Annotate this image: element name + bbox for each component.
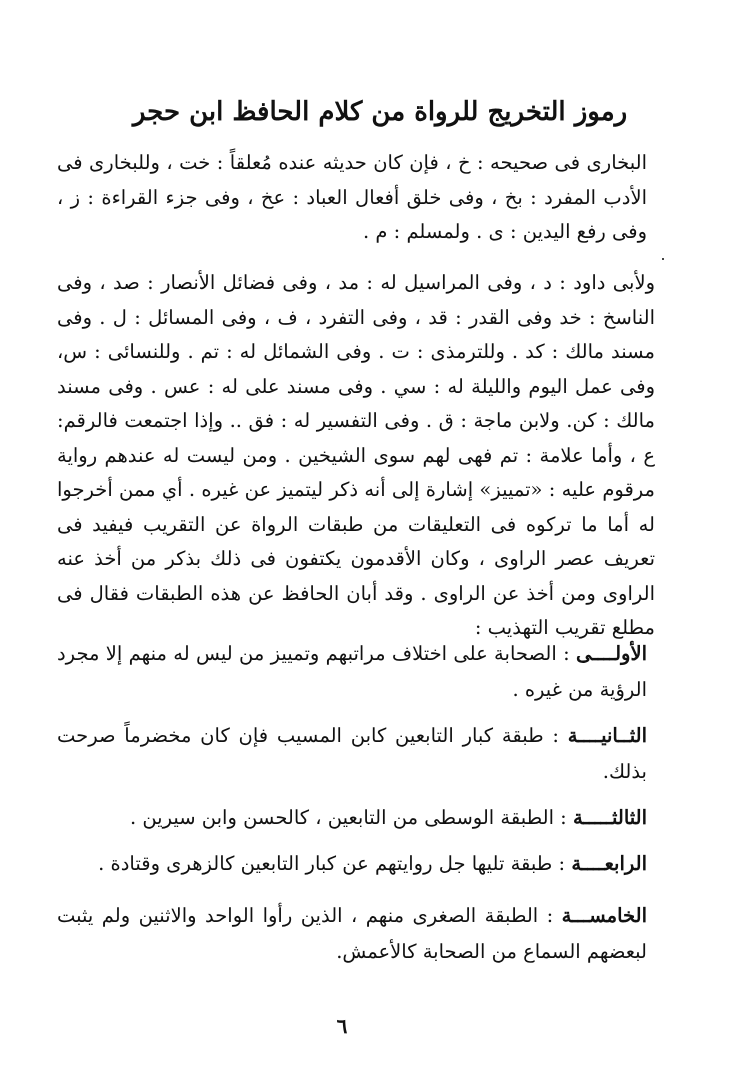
tier-item-first [57, 636, 647, 708]
tier-text: : طبقة تليها جل روايتهم عن كبار التابعين كالزهرى وقتادة . [98, 852, 566, 875]
paragraph-sunan-codes: ولأبى داود : د ، وفى المراسيل له : مد ، وفى فضائل الأنصار : صد ، وفى الناسخ : خد وفى القدر : قد ، وفى التفرد ، ف ، وفى المسائل : ل . وفى مسند مالك : كد . وللترمذى : ت . وفى الشمائل له : تم . وللنسائى : س، وفى عمل اليوم والليلة له : سي . وفى مسند على له : عس . وفى مسند مالك : كن. ولابن ماجة : ق . وفى التفسير له : فق .. وإذا اجتمعت فالرقم: ع ، وأما علامة : تم فهى لهم سوى الشيخين . ومن ليست له عندهم رواية مرقوم عليه : «تمييز» إشارة إلى أنه ذكر ليتميز عن غيره . أي ممن أخرجوا له أما ما تركوه فى التعليقات من طبقات الرواة عن التقريب فيفيد فى تعريف عصر الراوى ، وكان الأقدمون يكتفون فى ذلك بذكر من أخذ عنه الراوى ومن أخذ عن الراوى . وقد أبان الحافظ عن هذه الطبقات فقال فى مطلع تقريب التهذيب : [57, 271, 655, 639]
tier-text: : الصحابة على اختلاف مراتبهم وتمييز من ليس له منهم إلا مجرد الرؤية من غيره . [57, 642, 647, 701]
margin-mark [662, 258, 664, 260]
page-title: رموز التخريج للرواة من كلام الحافظ ابن حجر [132, 97, 628, 127]
paragraph-bukhari-muslim: البخارى فى صحيحه : خ ، فإن كان حديثه عنده مُعلقاً : خت ، وللبخارى فى الأدب المفرد : بخ ، وفى خلق أفعال العباد : عخ ، وفى جزء القراءة : ز ، وفى رفع اليدين : ى . ولمسلم : م . [57, 151, 647, 243]
tier-item-third [57, 800, 647, 836]
page-number: ٦ [336, 1014, 348, 1038]
tier-item-fourth [57, 846, 647, 882]
tier-name: الأولــــى [576, 642, 648, 665]
tier-item-second [57, 718, 647, 790]
tier-text: : الطبقة الصغرى منهم ، الذين رأوا الواحد والاثنين ولم يثبت لبعضهم السماع من الصحابة كالأعمش. [57, 904, 647, 963]
tier-text: : الطبقة الوسطى من التابعين ، كالحسن وابن سيرين . [129, 806, 567, 829]
tier-item-fifth [57, 898, 647, 970]
tier-name: الرابعــــة [571, 852, 647, 875]
tier-text: : طبقة كبار التابعين كابن المسيب فإن كان مخضرماً صرحت بذلك. [57, 724, 647, 783]
tier-name: الخامســـة [561, 904, 647, 927]
tier-name: الثــانيــــة [567, 724, 647, 747]
tier-name: الثالثـــــة [572, 806, 647, 829]
